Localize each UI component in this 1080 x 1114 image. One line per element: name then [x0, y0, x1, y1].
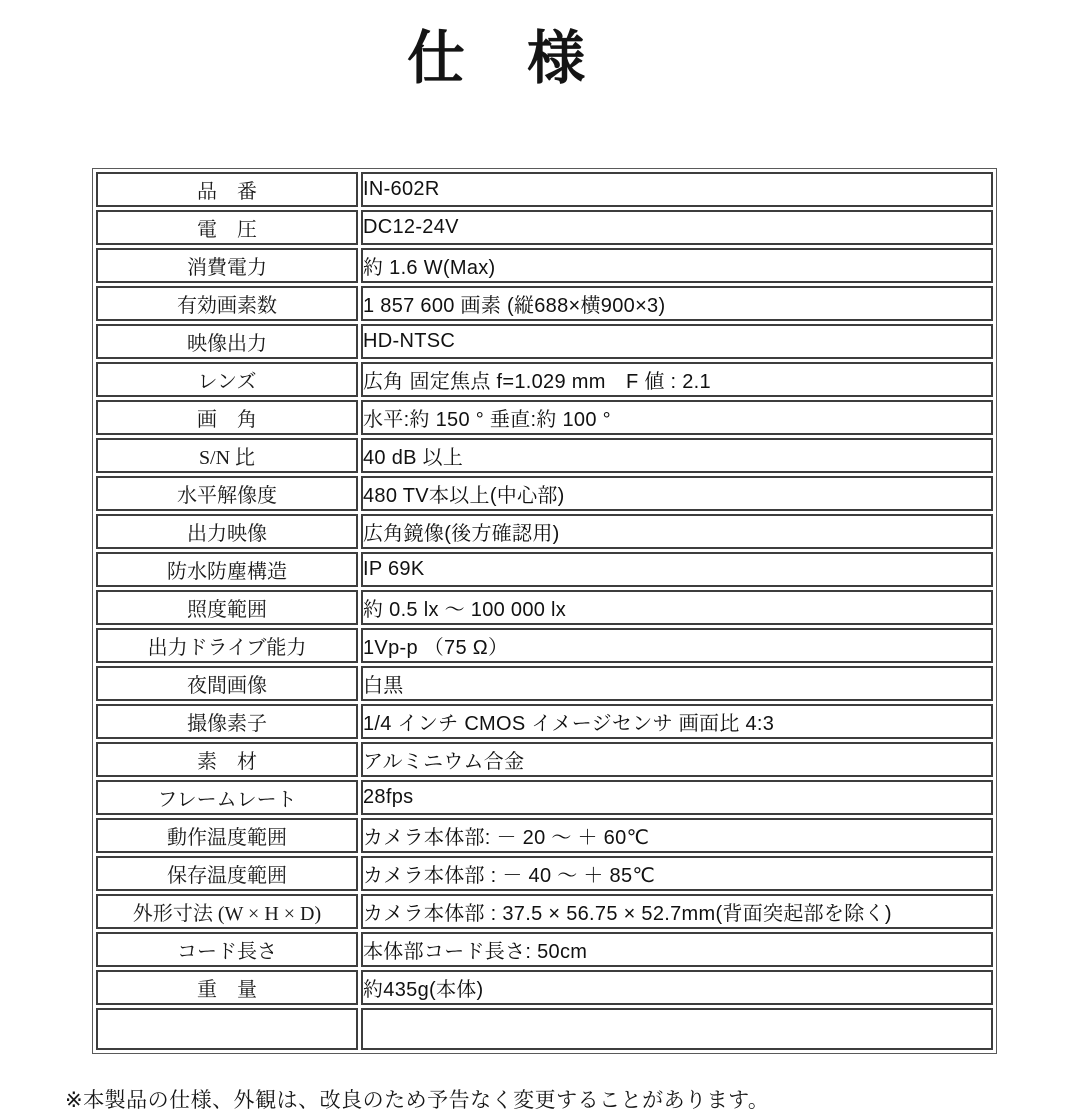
table-row [96, 286, 993, 321]
spec-label [96, 1008, 358, 1050]
spec-label: 外形寸法 (W × H × D) [96, 894, 358, 929]
table-row [96, 818, 993, 853]
spec-label: 防水防塵構造 [96, 552, 358, 587]
spec-value: 白黒 [361, 666, 993, 701]
table-row [96, 210, 993, 245]
spec-value: 1/4 インチ CMOS イメージセンサ 画面比 4:3 [361, 704, 993, 739]
spec-label: 照度範囲 [96, 590, 358, 625]
spec-value: 広角鏡像(後方確認用) [361, 514, 993, 549]
spec-value: 480 TV本以上(中心部) [361, 476, 993, 511]
spec-label: 保存温度範囲 [96, 856, 358, 891]
spec-value: 40 dB 以上 [361, 438, 993, 473]
spec-value: 1 857 600 画素 (縦688×横900×3) [361, 286, 993, 321]
spec-value: HD-NTSC [361, 324, 993, 359]
spec-label: コード長さ [96, 932, 358, 967]
table-row [96, 362, 993, 397]
table-row [96, 552, 993, 587]
spec-table-body [96, 172, 993, 1050]
spec-label: 夜間画像 [96, 666, 358, 701]
table-row [96, 970, 993, 1005]
spec-value: アルミニウム合金 [361, 742, 993, 777]
spec-label: 動作温度範囲 [96, 818, 358, 853]
spec-value [361, 1008, 993, 1050]
table-row [96, 856, 993, 891]
table-row [96, 324, 993, 359]
spec-label: レンズ [96, 362, 358, 397]
spec-label: 素 材 [96, 742, 358, 777]
spec-label: 品 番 [96, 172, 358, 207]
spec-label: フレームレート [96, 780, 358, 815]
spec-value: 約 1.6 W(Max) [361, 248, 993, 283]
table-row [96, 666, 993, 701]
table-row [96, 514, 993, 549]
spec-value: カメラ本体部: － 20 ～ ＋ 60℃ [361, 818, 993, 853]
spec-value: カメラ本体部 : － 40 ～ ＋ 85℃ [361, 856, 993, 891]
table-row [96, 1008, 993, 1050]
spec-value: IP 69K [361, 552, 993, 587]
spec-value: 本体部コード長さ: 50cm [361, 932, 993, 967]
table-row [96, 932, 993, 967]
spec-label: 出力映像 [96, 514, 358, 549]
table-row [96, 438, 993, 473]
table-row [96, 780, 993, 815]
spec-value: 約 0.5 lx ～ 100 000 lx [361, 590, 993, 625]
spec-label: 重 量 [96, 970, 358, 1005]
spec-table [92, 168, 997, 1054]
table-row [96, 590, 993, 625]
spec-label: 画 角 [96, 400, 358, 435]
spec-label: 有効画素数 [96, 286, 358, 321]
table-row [96, 172, 993, 207]
spec-sheet-page [0, 26, 1080, 1112]
table-row [96, 704, 993, 739]
spec-label: S/N 比 [96, 438, 358, 473]
spec-value: カメラ本体部 : 37.5 × 56.75 × 52.7mm(背面突起部を除く) [361, 894, 993, 929]
spec-value: 広角 固定焦点 f=1.029 mm F 値 : 2.1 [361, 362, 993, 397]
table-row [96, 894, 993, 929]
spec-value: DC12-24V [361, 210, 993, 245]
spec-value: 1Vp-p （75 Ω） [361, 628, 993, 663]
spec-label: 消費電力 [96, 248, 358, 283]
spec-label: 水平解像度 [96, 476, 358, 511]
table-row [96, 248, 993, 283]
spec-value: IN-602R [361, 172, 993, 207]
spec-label: 出力ドライブ能力 [96, 628, 358, 663]
page-title: 仕 様 [406, 26, 587, 91]
table-row [96, 628, 993, 663]
spec-label: 撮像素子 [96, 704, 358, 739]
spec-label: 映像出力 [96, 324, 358, 359]
table-row [96, 742, 993, 777]
table-row [96, 476, 993, 511]
footnote: ※本製品の仕様、外観は、改良のため予告なく変更することがあります。 [65, 1088, 770, 1112]
spec-label: 電 圧 [96, 210, 358, 245]
table-row [96, 400, 993, 435]
spec-value: 28fps [361, 780, 993, 815]
spec-value: 約435g(本体) [361, 970, 993, 1005]
spec-value: 水平:約 150 ° 垂直:約 100 ° [361, 400, 993, 435]
